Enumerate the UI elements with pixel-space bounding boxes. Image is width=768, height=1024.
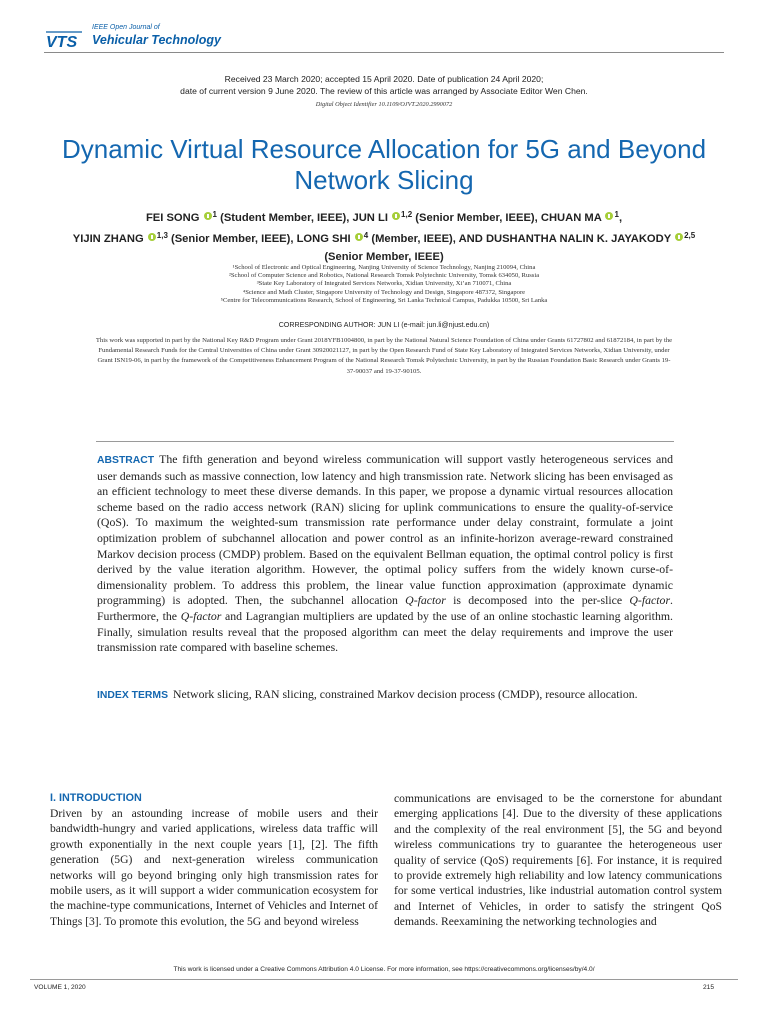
index-terms xyxy=(97,687,673,704)
author-affiliation-ref: 1 xyxy=(212,210,217,219)
journal-subtitle: IEEE Open Journal of xyxy=(92,24,160,31)
license-notice: This work is licensed under a Creative Commons Attribution 4.0 License. For more information, see https://creativecommons.org/licenses/by/4.0/ xyxy=(173,966,595,973)
volume-label: VOLUME 1, 2020 xyxy=(34,984,86,991)
index-terms-text: Network slicing, RAN slicing, constrained Markov decision process (CMDP), resource allocation. xyxy=(173,687,638,701)
section-heading-introduction: I. INTRODUCTION xyxy=(50,792,142,804)
abstract-text: is decomposed into the per-slice xyxy=(445,593,630,608)
author-role: (Senior Member, IEEE), xyxy=(412,212,541,224)
header-divider xyxy=(44,52,724,53)
author-role: , xyxy=(618,212,623,224)
doi[interactable]: Digital Object Identifier 10.1109/OJVT.2020.2990072 xyxy=(315,101,453,108)
corresponding-author: CORRESPONDING AUTHOR: JUN LI (e-mail: jun.li@njust.edu.cn) xyxy=(278,321,490,329)
affiliation-item: ¹School of Electronic and Optical Engineering, Nanjing University of Science Technology, Nanjing 210094, China xyxy=(232,264,536,271)
affiliation-item: ⁵Centre for Telecommunications Research, School of Engineering, Sri Lanka Technical Campus, Padukka 10500, Sri Lanka xyxy=(220,296,548,304)
abstract-divider xyxy=(96,441,674,442)
abstract-text: . Furthermore, the xyxy=(97,593,673,623)
abstract-qfactor: Q-factor xyxy=(180,608,222,623)
received-line-2: date of current version 9 June 2020. The review of this article was arranged by Associate Editor Wen Chen. xyxy=(180,86,588,96)
received-line-1: Received 23 March 2020; accepted 15 April 2020. Date of publication 24 April 2020; xyxy=(224,74,544,84)
author-affiliation-ref: 1 xyxy=(614,210,619,219)
intro-column-right: communications are envisaged to be the cornerstone for abundant emerging applications [4]. Due to the diversity of these applications and the complexity of the real environment [5], the 5G and beyond wireless communications try to guarantee the heterogeneous user quality of service (QoS) requirements [6]. For instance, it is required to provide extremely high reliability and low latency communications for some vertical industries, like industrial automation control system and Internet of Vehicles, in order to satisfy the stringent QoS demands. Reexamining the networking technologies and xyxy=(394,792,722,929)
abstract xyxy=(97,452,673,656)
received-info xyxy=(40,73,728,97)
abstract-qfactor: Q-factor xyxy=(405,593,446,608)
journal-name: Vehicular Technology xyxy=(92,33,221,47)
affiliations xyxy=(40,264,728,305)
author-role: (Member, IEEE), AND xyxy=(368,233,486,245)
abstract-text: The fifth generation and beyond wireless communication will support vastly heterogeneous services and user demands such as massive connection, low latency and high transmission rate. Network slicing has been envisaged as an efficient technology to meet these diverse demands. In this paper, we propose a dynamic virtual resources allocation scheme based on the radio access network (RAN) slicing for uplink communications to ensure the quality-of-service (QoS). To maximum the weighted-sum transmission rate performance under delay constraint, formulate a joint optimization problem of subchannel allocation and power control as an infinite-horizon average-reward constrained Markov decision process (CMDP) problem. Based on the equivalent Bellman equation, the optimal control policy is first derived by the value iteration algorithm. However, the optimal policy suffers from the widely known curse-of-dimensionality problem. To address this problem, the linear value function approximation (approximate dynamic programming) is adopted. Then, the subchannel allocation xyxy=(97,452,673,608)
abstract-qfactor: Q-factor xyxy=(629,593,671,608)
author-affiliation-ref: 1,2 xyxy=(401,210,413,219)
orcid-icon[interactable] xyxy=(392,212,400,220)
vts-logo xyxy=(44,26,84,50)
author-affiliation-ref: 1,3 xyxy=(156,231,168,240)
affiliation-item: ²School of Computer Science and Robotics, National Research Tomsk Polytechnic University, Tomsk 634050, Russia xyxy=(228,272,540,280)
author-name: LONG SHI xyxy=(296,233,351,245)
page-number: 215 xyxy=(702,984,714,991)
author-name: DUSHANTHA NALIN K. JAYAKODY xyxy=(485,233,671,245)
author-role: (Student Member, IEEE), xyxy=(216,212,353,224)
index-terms-label: INDEX TERMS xyxy=(97,690,169,701)
author-name: CHUAN MA xyxy=(540,212,602,224)
author-list xyxy=(70,206,698,266)
logo-text: VTS xyxy=(46,34,78,50)
paper-title: Dynamic Virtual Resource Allocation for 5G and Beyond Network Slicing xyxy=(61,134,707,195)
author-role: (Senior Member, IEEE), xyxy=(167,233,297,245)
abstract-text: and Lagrangian multipliers are updated by the use of an online stochastic learning algorithm. Finally, simulation results reveal that the proposed algorithm can meet the delay requirements and improve the user transmission rate compared with baseline schemes. xyxy=(97,608,673,655)
affiliation-item: ³State Key Laboratory of Integrated Services Networks, Xidian University, Xi’an 710071, China xyxy=(256,280,512,288)
journal-title xyxy=(92,24,221,47)
funding-statement: This work was supported in part by the National Key R&D Program under Grant 2018YFB1004800, in part by the National Natural Science Foundation of China under Grants 61727802 and 61872184, in part by the Fundamental Research Funds for the Central Universities of China under Grant 30920021127, in part by the Open Research Fund of State Key Laboratory of Integrated Services Networks, Xidian University, under Grant ISN19-06, in part by the framework of the Competitiveness Enhancement Program of the National Research Tomsk Polytechnic University, in part by the Russian Foundation Basic Research under Grants 19-37-90037 and 19-37-90105. xyxy=(95,337,673,375)
affiliation-item: ⁴Science and Math Cluster, Singapore University of Technology and Design, Singapore 487372, Singapore xyxy=(242,288,526,296)
author-role: (Senior Member, IEEE) xyxy=(324,251,444,263)
author-affiliation-ref: 2,5 xyxy=(684,231,696,240)
author-name: FEI SONG xyxy=(145,212,200,224)
orcid-icon[interactable] xyxy=(605,212,613,220)
orcid-icon[interactable] xyxy=(355,233,363,241)
author-name: JUN LI xyxy=(352,212,388,224)
author-name: YIJIN ZHANG xyxy=(72,233,144,245)
author-affiliation-ref: 4 xyxy=(363,231,369,240)
intro-column-left: Driven by an astounding increase of mobile users and their bandwidth-hungry and varied applications, wireless data traffic will growth exponentially in the next couple years [1], [2]. The fifth generation (5G) and next-generation wireless communication networks will go beyond bringing only high transmission rates for mobile users, as it will support a wider communication ecosystem for the machine-type communications, Internet of Vehicles and Internet of Things [3]. To promote this evolution, the 5G and beyond wireless xyxy=(50,807,378,928)
orcid-icon[interactable] xyxy=(675,233,683,241)
abstract-label: ABSTRACT xyxy=(97,455,155,466)
footer-divider xyxy=(30,979,738,980)
orcid-icon[interactable] xyxy=(204,212,212,220)
orcid-icon[interactable] xyxy=(148,233,156,241)
